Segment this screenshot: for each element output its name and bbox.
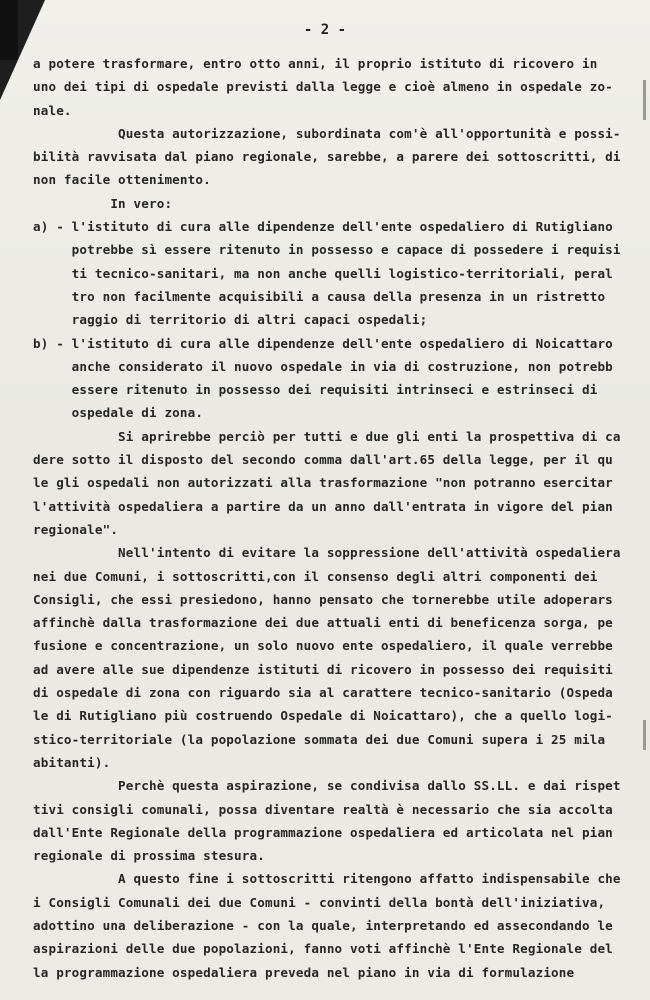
text-line: regionale". — [33, 521, 119, 537]
text-line: l'attività ospedaliera a partire da un anno dall'entrata in vigore del pian — [33, 498, 613, 514]
text-line: nei due Comuni, i sottoscritti,con il consenso degli altri componenti dei — [33, 568, 598, 584]
text-line: ad avere alle sue dipendenze istituti di ricovero in possesso dei requisiti — [33, 661, 613, 677]
text-line: Consigli, che essi presiedono, hanno pensato che tornerebbe utile adoperars — [33, 591, 613, 607]
document-body — [33, 52, 633, 984]
text-line: la programmazione ospedaliera preveda nel piano in via di formulazione — [33, 964, 575, 980]
text-line: Perchè questa aspirazione, se condivisa dallo SS.LL. e dai rispet — [33, 778, 621, 794]
text-line: tivi consigli comunali, possa diventare realtà è necessario che sia accolta — [33, 801, 613, 817]
margin-mark — [643, 80, 646, 120]
text-line: Si aprirebbe perciò per tutti e due gli enti la prospettiva di ca — [33, 428, 621, 444]
text-line: ospedale di zona. — [33, 405, 204, 421]
text-line: potrebbe sì essere ritenuto in possesso e capace di possedere i requisi — [33, 242, 621, 258]
margin-mark — [643, 720, 646, 750]
text-line: fusione e concentrazione, un solo nuovo ente ospedaliero, il quale verrebbe — [33, 638, 613, 654]
text-line: a potere trasformare, entro otto anni, il proprio istituto di ricovero in — [33, 56, 598, 71]
text-line: aspirazioni delle due popolazioni, fanno voti affinchè l'Ente Regionale del — [33, 941, 613, 957]
text-line: le gli ospedali non autorizzati alla trasformazione "non potranno esercitar — [33, 475, 613, 491]
text-line: stico-territoriale (la popolazione sommata dei due Comuni supera i 25 mila — [33, 731, 606, 747]
text-line: tro non facilmente acquisibili a causa della presenza in un ristretto — [33, 288, 606, 304]
text-line: affinchè dalla trasformazione dei due attuali enti di beneficenza sorga, pe — [33, 615, 613, 631]
text-line: A questo fine i sottoscritti ritengono affatto indispensabile che — [33, 871, 621, 887]
text-line: Questa autorizzazione, subordinata com'è all'opportunità e possi- — [33, 125, 621, 141]
text-line: Nell'intento di evitare la soppressione dell'attività ospedaliera — [33, 545, 621, 561]
text-line: i Consigli Comunali dei due Comuni - convinti della bontà dell'iniziativa, — [33, 894, 606, 910]
text-line: regionale di prossima stesura. — [33, 848, 265, 864]
text-line: raggio di territorio di altri capaci ospedali; — [33, 312, 428, 328]
text-line: dall'Ente Regionale della programmazione ospedaliera ed articolata nel pian — [33, 824, 613, 840]
text-line: non facile ottenimento. — [33, 172, 211, 188]
text-line: adottino una deliberazione - con la quale, interpretando ed assecondando le — [33, 917, 613, 933]
text-line: anche considerato il nuovo ospedale in via di costruzione, non potrebb — [33, 358, 613, 374]
text-line: di ospedale di zona con riguardo sia al carattere tecnico-sanitario (Ospeda — [33, 685, 613, 701]
text-line: le di Rutigliano più costruendo Ospedale di Noicattaro), che a quello logi- — [33, 708, 613, 724]
text-line: abitanti). — [33, 754, 111, 770]
text-line: essere ritenuto in possesso dei requisiti intrinseci e estrinseci di — [33, 382, 598, 398]
text-line: ti tecnico-sanitari, ma non anche quelli logistico-territoriali, peral — [33, 265, 613, 281]
text-line: a) - l'istituto di cura alle dipendenze dell'ente ospedaliero di Rutigliano — [33, 219, 613, 235]
text-line: b) - l'istituto di cura alle dipendenze dell'ente ospedaliero di Noicattaro — [33, 335, 613, 351]
text-line: bilità ravvisata dal piano regionale, sarebbe, a parere dei sottoscritti, di — [33, 149, 621, 165]
text-line: uno dei tipi di ospedale previsti dalla legge e cioè almeno in ospedale zo- — [33, 79, 613, 95]
text-line: nale. — [33, 102, 72, 118]
text-line: In vero: — [33, 195, 173, 211]
text-line: dere sotto il disposto del secondo comma dall'art.65 della legge, per il qu — [33, 452, 613, 468]
page-number: - 2 - — [303, 22, 347, 38]
